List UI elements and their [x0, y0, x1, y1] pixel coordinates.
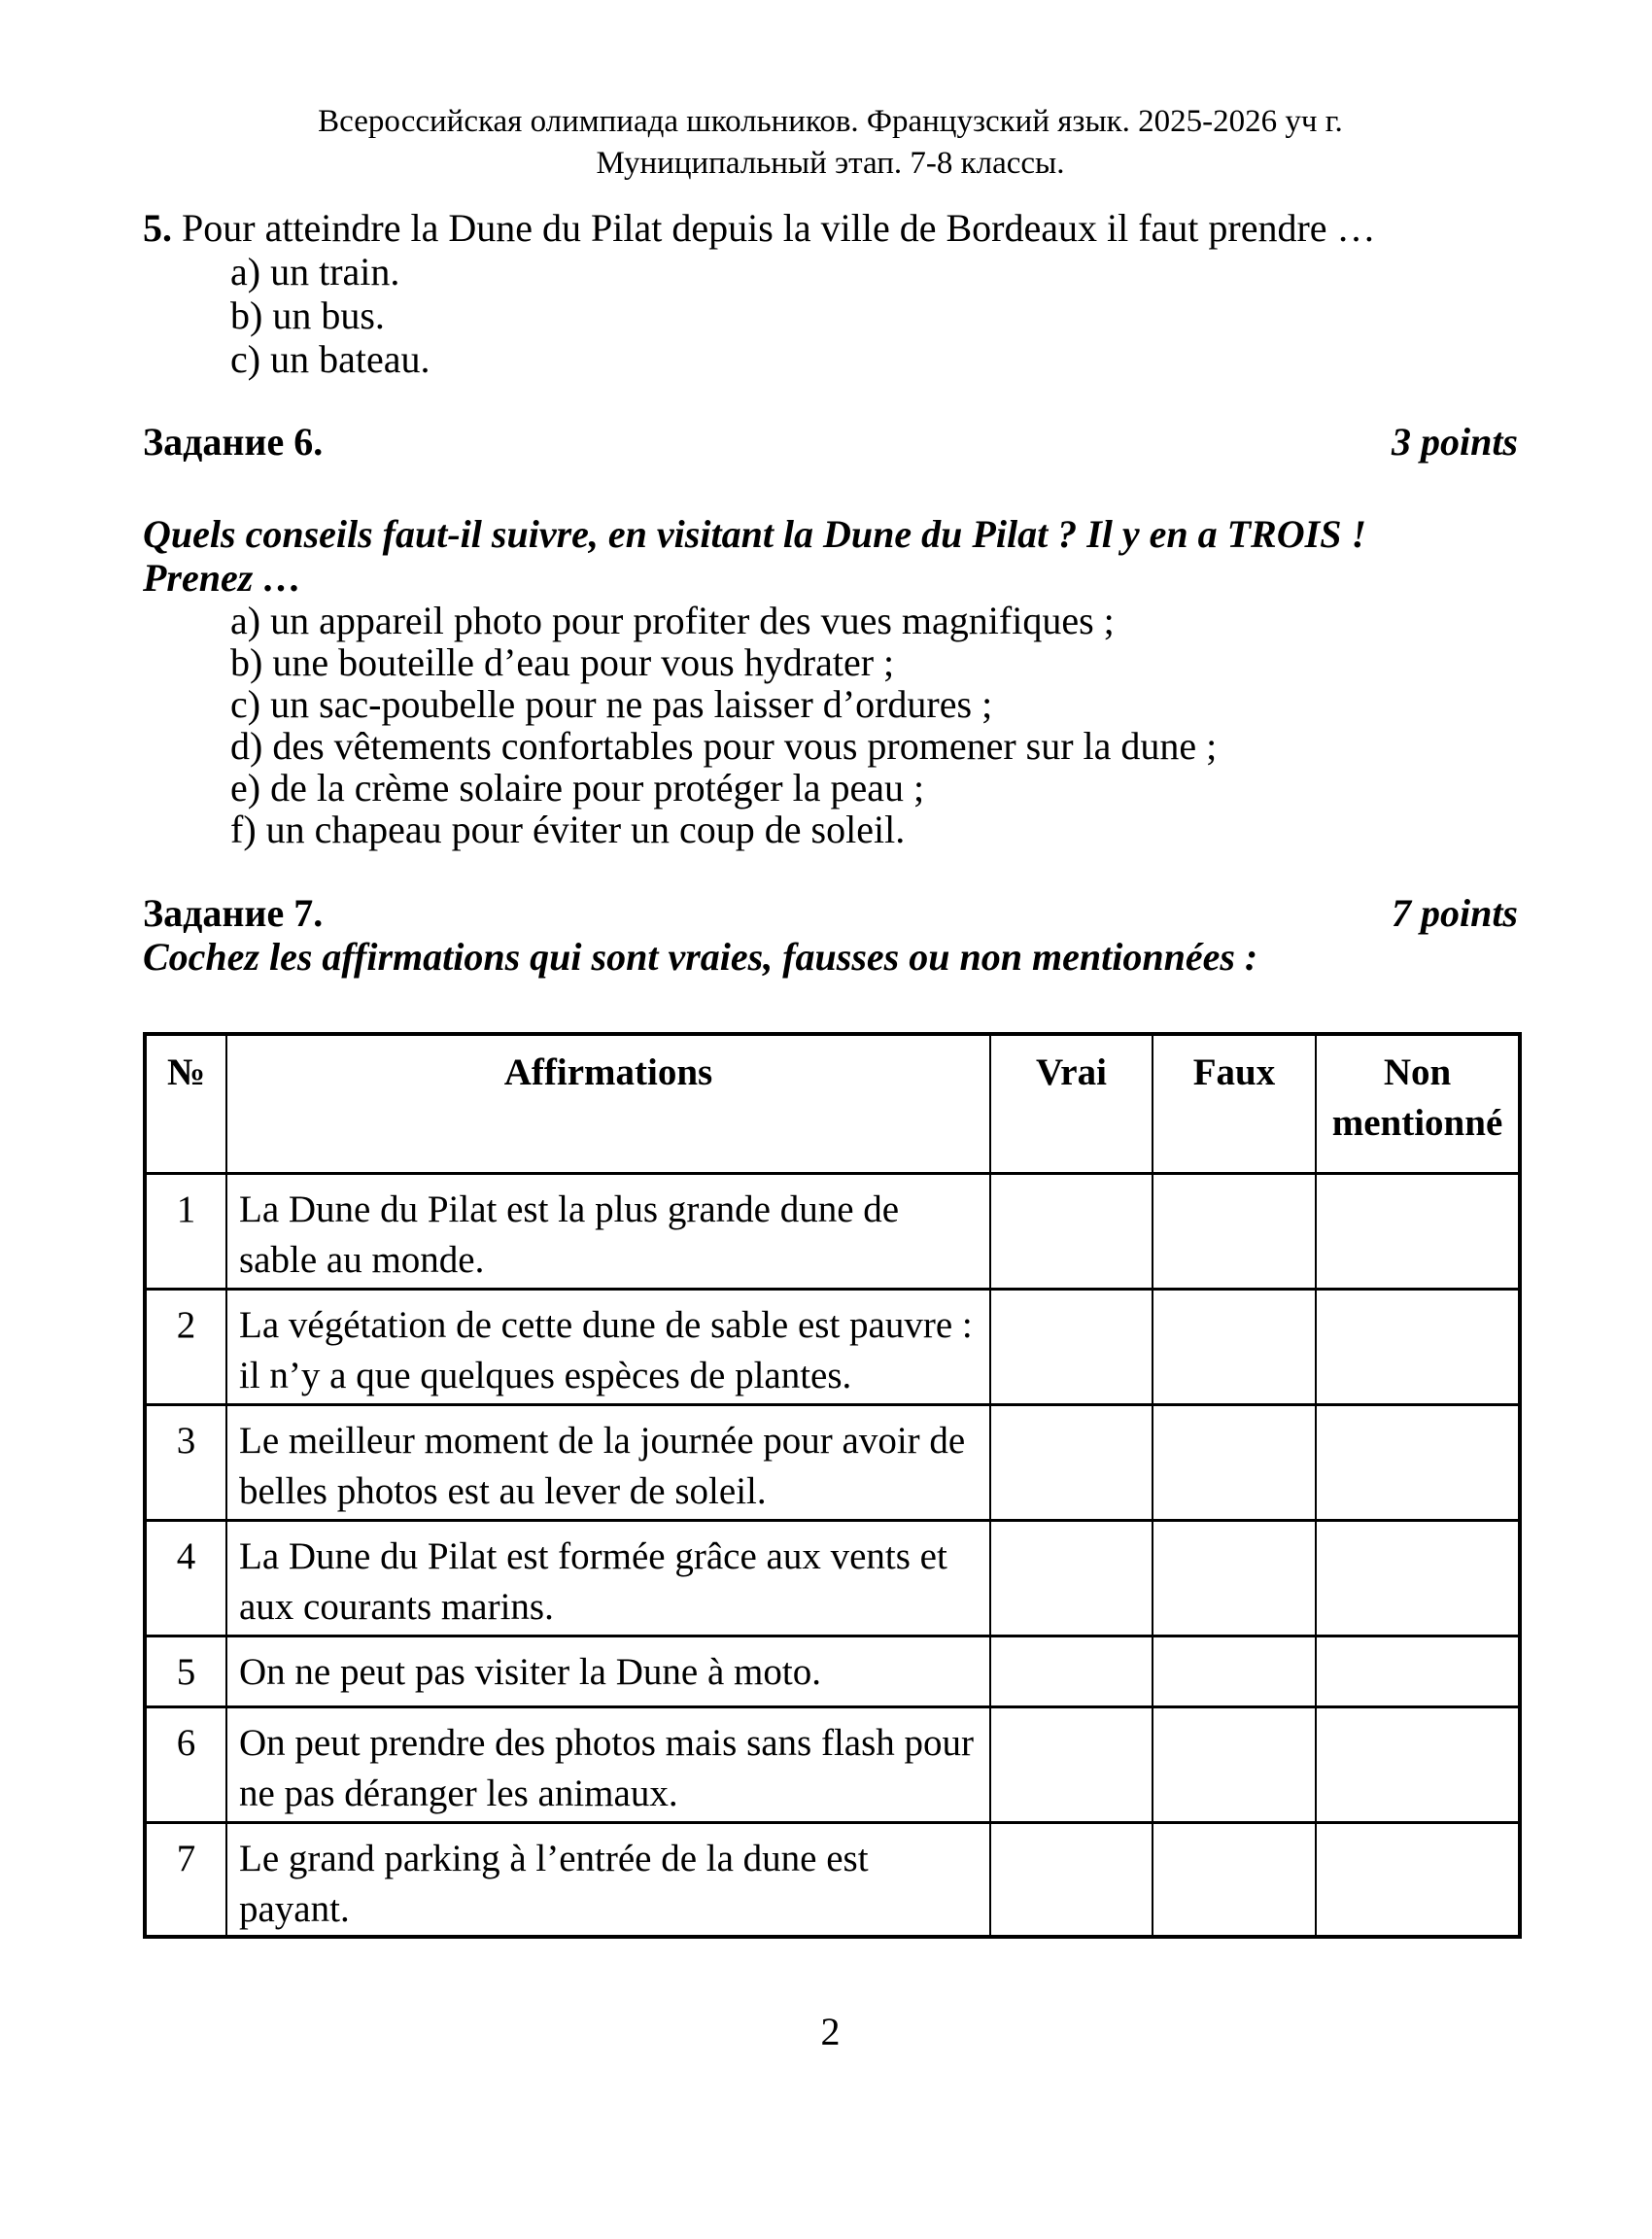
column-header-non-mentionne: Non mentionné: [1316, 1034, 1520, 1173]
column-header-number: №: [145, 1034, 226, 1173]
affirmation-text: La Dune du Pilat est la plus grande dune de sable au monde.: [226, 1173, 990, 1289]
row-number: 1: [145, 1173, 226, 1289]
task-6-prompt-line-1: Quels conseils faut-il suivre, en visitant la Dune du Pilat ? Il y en a TROIS !: [143, 512, 1367, 556]
table-row: [145, 1173, 1520, 1289]
column-header-faux: Faux: [1153, 1034, 1316, 1173]
affirmation-text: La végétation de cette dune de sable est pauvre : il n’y a que quelques espèces de plantes.: [226, 1289, 990, 1404]
task-7-points: 7 points: [1391, 891, 1518, 935]
table-row: [145, 1289, 1520, 1404]
answer-cell-non-mentionne: [1316, 1706, 1520, 1822]
question-5-text: Pour atteindre la Dune du Pilat depuis la ville de Bordeaux il faut prendre …: [182, 206, 1376, 250]
row-number: 2: [145, 1289, 226, 1404]
answer-cell-faux: [1153, 1404, 1316, 1520]
task-7-label: Задание 7.: [143, 891, 324, 935]
task-7-heading: [143, 891, 1518, 935]
answer-cell-vrai: [990, 1404, 1153, 1520]
header-line-2: Муниципальный этап. 7-8 классы.: [596, 146, 1065, 181]
answer-cell-faux: [1153, 1289, 1316, 1404]
table-row: [145, 1520, 1520, 1636]
question-5: [143, 206, 1518, 250]
row-number: 6: [145, 1706, 226, 1822]
document-header: [143, 101, 1518, 185]
row-number: 4: [145, 1520, 226, 1636]
answer-cell-non-mentionne: [1316, 1289, 1520, 1404]
task-6-option-c: c) un sac-poubelle pour ne pas laisser d’ordures ;: [230, 682, 993, 726]
answer-cell-non-mentionne: [1316, 1173, 1520, 1289]
task-6-option-f: f) un chapeau pour éviter un coup de soleil.: [230, 808, 906, 851]
table-row: [145, 1404, 1520, 1520]
affirmation-text: On peut prendre des photos mais sans flash pour ne pas déranger les animaux.: [226, 1706, 990, 1822]
table-row: [145, 1706, 1520, 1822]
task-6-points: 3 points: [1391, 420, 1518, 464]
answer-cell-non-mentionne: [1316, 1822, 1520, 1937]
task-6-option-d: d) des vêtements confortables pour vous promener sur la dune ;: [230, 724, 1218, 768]
task-6-options: [143, 600, 1518, 850]
answer-cell-non-mentionne: [1316, 1520, 1520, 1636]
task-6-prompt: [143, 512, 1518, 600]
answer-cell-non-mentionne: [1316, 1404, 1520, 1520]
task-6-label: Задание 6.: [143, 420, 324, 464]
task-6-heading: [143, 420, 1518, 464]
row-number: 3: [145, 1404, 226, 1520]
answer-cell-faux: [1153, 1706, 1316, 1822]
table-row: [145, 1636, 1520, 1706]
answer-cell-faux: [1153, 1636, 1316, 1706]
answer-cell-faux: [1153, 1822, 1316, 1937]
answer-cell-vrai: [990, 1822, 1153, 1937]
answer-cell-faux: [1153, 1173, 1316, 1289]
page-number: 2: [820, 2009, 841, 2053]
question-5-option-a: a) un train.: [230, 250, 400, 293]
task-6-option-b: b) une bouteille d’eau pour vous hydrater ;: [230, 640, 895, 684]
table-header-row: [145, 1034, 1520, 1173]
answer-cell-vrai: [990, 1520, 1153, 1636]
question-5-option-b: b) un bus.: [230, 293, 385, 337]
question-5-option-c: c) un bateau.: [230, 337, 430, 381]
task-7-prompt: Cochez les affirmations qui sont vraies, fausses ou non mentionnées :: [143, 935, 1258, 979]
answer-cell-vrai: [990, 1289, 1153, 1404]
column-header-vrai: Vrai: [990, 1034, 1153, 1173]
answer-cell-vrai: [990, 1706, 1153, 1822]
answer-cell-vrai: [990, 1173, 1153, 1289]
task-6-option-e: e) de la crème solaire pour protéger la peau ;: [230, 766, 925, 809]
table-row: [145, 1822, 1520, 1937]
answer-cell-vrai: [990, 1636, 1153, 1706]
row-number: 7: [145, 1822, 226, 1937]
task-6-prompt-line-2: Prenez …: [143, 556, 302, 600]
question-5-number: 5.: [143, 206, 172, 250]
answer-cell-faux: [1153, 1520, 1316, 1636]
affirmations-table: [143, 1032, 1522, 1939]
question-5-options: [143, 250, 1518, 381]
answer-cell-non-mentionne: [1316, 1636, 1520, 1706]
affirmation-text: Le grand parking à l’entrée de la dune est payant.: [226, 1822, 990, 1937]
document-page: [0, 101, 1652, 2053]
column-header-affirmations: Affirmations: [226, 1034, 990, 1173]
row-number: 5: [145, 1636, 226, 1706]
affirmation-text: On ne peut pas visiter la Dune à moto.: [226, 1636, 990, 1706]
affirmation-text: La Dune du Pilat est formée grâce aux vents et aux courants marins.: [226, 1520, 990, 1636]
header-line-1: Всероссийская олимпиада школьников. Французский язык. 2025-2026 уч г.: [318, 104, 1343, 139]
task-6-option-a: a) un appareil photo pour profiter des vues magnifiques ;: [230, 599, 1115, 642]
affirmation-text: Le meilleur moment de la journée pour avoir de belles photos est au lever de soleil.: [226, 1404, 990, 1520]
